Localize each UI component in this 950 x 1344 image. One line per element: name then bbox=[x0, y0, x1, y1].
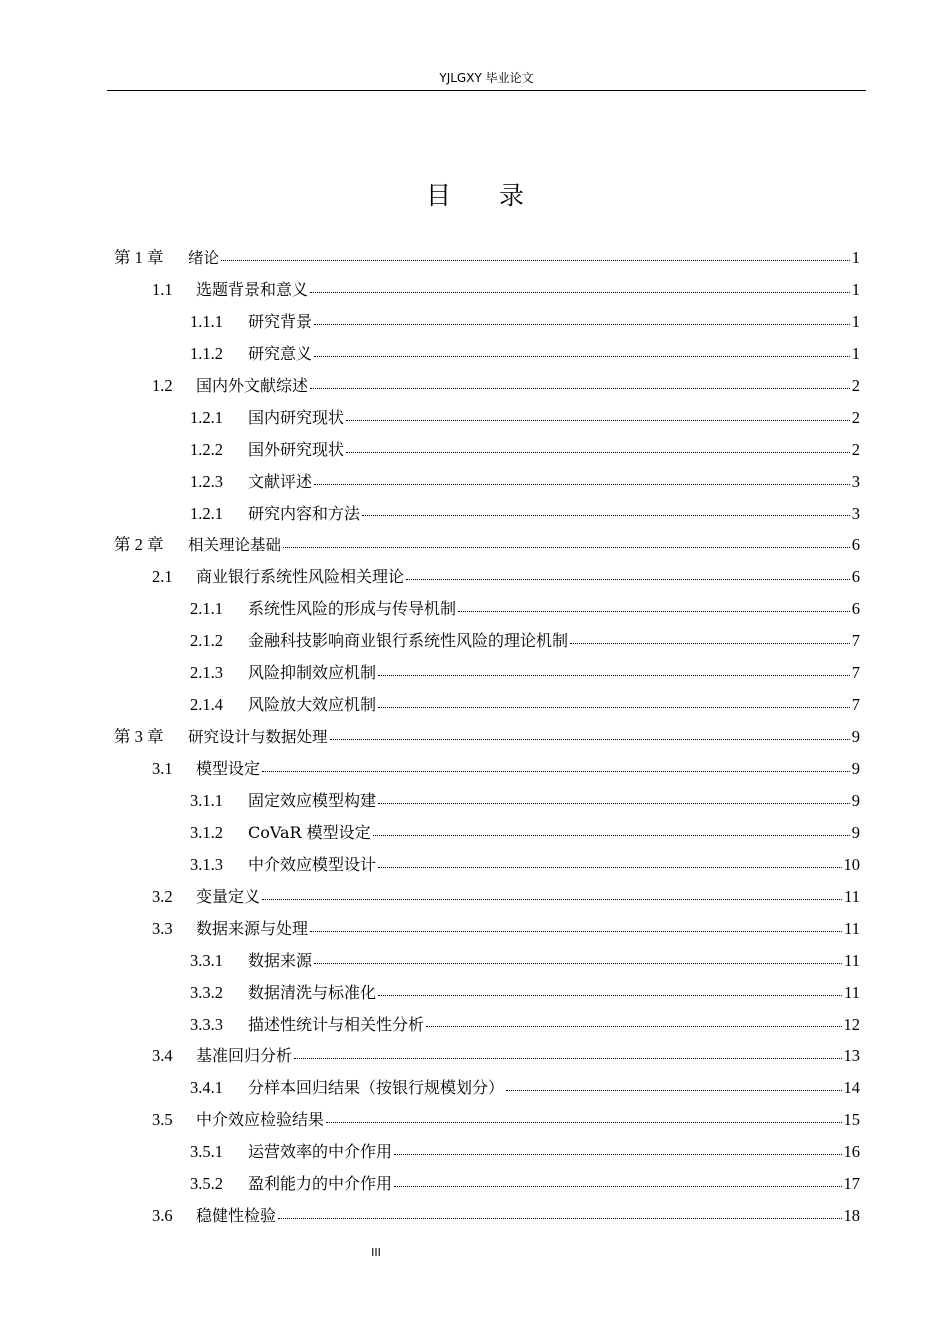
toc-entry-title: 风险抑制效应机制 bbox=[248, 663, 377, 683]
toc-entry-page: 9 bbox=[851, 759, 860, 778]
toc-entry-page: 11 bbox=[844, 950, 860, 970]
toc-leader-dots bbox=[378, 994, 842, 996]
toc-entry-page: 9 bbox=[851, 822, 860, 842]
toc-entry-number: 3.3.1 bbox=[190, 950, 223, 970]
toc-entry[interactable] bbox=[114, 593, 860, 625]
toc-entry-number: 3.2 bbox=[152, 886, 173, 906]
toc-entry[interactable] bbox=[114, 977, 860, 1009]
toc-entry-page: 15 bbox=[843, 1110, 860, 1130]
toc-entry[interactable] bbox=[114, 242, 860, 274]
toc-leader-dots bbox=[378, 802, 850, 804]
toc-entry-title: 中介效应检验结果 bbox=[196, 1110, 325, 1130]
toc-entry-page: 1 bbox=[851, 343, 860, 363]
toc-leader-dots bbox=[570, 642, 850, 644]
toc-entry-number: 3.5 bbox=[152, 1110, 173, 1130]
toc-entry-page: 16 bbox=[843, 1142, 860, 1162]
toc-entry-number: 3.3 bbox=[152, 918, 173, 938]
toc-entry-title: 国外研究现状 bbox=[248, 439, 345, 459]
page-number: III bbox=[371, 1246, 381, 1259]
toc-entry-number: 1.1.2 bbox=[190, 343, 223, 363]
toc-entry-page: 11 bbox=[844, 918, 860, 938]
toc-entry[interactable] bbox=[114, 689, 860, 721]
toc-leader-dots bbox=[310, 387, 850, 389]
toc-entry[interactable] bbox=[114, 1009, 860, 1041]
toc-leader-dots bbox=[221, 259, 850, 261]
toc-entry-page: 1 bbox=[851, 279, 860, 299]
toc-leader-dots bbox=[378, 706, 850, 708]
toc-entry-title: 稳健性检验 bbox=[196, 1206, 277, 1226]
toc-entry-page: 11 bbox=[844, 982, 860, 1002]
toc-leader-dots bbox=[314, 355, 850, 357]
toc-entry-title: 固定效应模型构建 bbox=[248, 790, 377, 810]
toc-entry-page: 3 bbox=[851, 503, 860, 523]
toc-leader-dots bbox=[310, 291, 850, 293]
toc-leader-dots bbox=[378, 866, 841, 868]
toc-entry-number: 1.2.1 bbox=[190, 407, 223, 427]
toc-entry-number: 第 3 章 bbox=[114, 727, 164, 747]
toc-entry-page: 10 bbox=[843, 854, 860, 874]
toc-leader-dots bbox=[314, 323, 850, 325]
toc-entry-page: 1 bbox=[851, 311, 860, 331]
toc-entry[interactable] bbox=[114, 753, 860, 785]
toc-entry-title: CoVaR 模型设定 bbox=[248, 822, 371, 842]
toc-entry-number: 3.1.3 bbox=[190, 854, 223, 874]
toc-entry-page: 6 bbox=[851, 567, 860, 587]
toc-leader-dots bbox=[262, 898, 842, 900]
toc-entry-title: 数据来源 bbox=[248, 950, 313, 970]
toc-leader-dots bbox=[346, 451, 850, 453]
toc-entry-number: 3.4 bbox=[152, 1046, 173, 1066]
toc-entry[interactable] bbox=[114, 785, 860, 817]
toc-entry-page: 7 bbox=[851, 663, 860, 683]
toc-entry-number: 3.1.2 bbox=[190, 822, 223, 842]
toc-entry[interactable] bbox=[114, 1200, 860, 1232]
toc-entry-title: 研究意义 bbox=[248, 343, 313, 363]
toc-entry-page: 2 bbox=[851, 407, 860, 427]
toc-entry-number: 3.3.2 bbox=[190, 982, 223, 1002]
toc-entry-title: 文献评述 bbox=[248, 471, 313, 491]
toc-leader-dots bbox=[310, 930, 842, 932]
toc-entry-number: 1.2 bbox=[152, 375, 173, 395]
toc-entry-title: 研究设计与数据处理 bbox=[188, 728, 328, 747]
toc-entry-number: 1.1 bbox=[152, 279, 173, 299]
toc-entry-page: 17 bbox=[843, 1174, 860, 1194]
toc-entry[interactable] bbox=[114, 913, 860, 945]
toc-leader-dots bbox=[406, 578, 850, 580]
toc-leader-dots bbox=[326, 1121, 841, 1123]
toc-entry[interactable] bbox=[114, 945, 860, 977]
toc-entry-number: 1.2.3 bbox=[190, 471, 223, 491]
toc-entry[interactable] bbox=[114, 274, 860, 306]
page-header: YJLGXY 毕业论文 bbox=[107, 68, 866, 91]
toc-entry-title: 国内研究现状 bbox=[248, 407, 345, 427]
toc-title-char-2: 录 bbox=[499, 181, 525, 210]
toc-leader-dots bbox=[458, 610, 850, 612]
toc-entry-title: 中介效应模型设计 bbox=[248, 854, 377, 874]
toc-entry-page: 7 bbox=[851, 631, 860, 651]
toc-entry-number: 第 2 章 bbox=[114, 535, 164, 555]
toc-entry-number: 1.2.2 bbox=[190, 439, 223, 459]
toc-entry[interactable] bbox=[114, 657, 860, 689]
toc-entry[interactable] bbox=[114, 370, 860, 402]
toc-entry-title: 绪论 bbox=[188, 249, 220, 267]
toc-entry-number: 2.1 bbox=[152, 567, 173, 587]
toc-entry-number: 3.5.1 bbox=[190, 1142, 223, 1162]
toc-leader-dots bbox=[394, 1185, 841, 1187]
toc-entry-title: 商业银行系统性风险相关理论 bbox=[196, 567, 405, 587]
toc-entry[interactable] bbox=[114, 306, 860, 338]
toc-entry[interactable] bbox=[114, 625, 860, 657]
toc-entry-title: 描述性统计与相关性分析 bbox=[248, 1014, 425, 1034]
toc-leader-dots bbox=[426, 1025, 841, 1027]
toc-entry[interactable] bbox=[114, 1104, 860, 1136]
toc-entry[interactable] bbox=[114, 1136, 860, 1168]
toc-entry-title: 运营效率的中介作用 bbox=[248, 1142, 393, 1162]
toc-entry-number: 3.5.2 bbox=[190, 1174, 223, 1194]
toc-entry-page: 2 bbox=[851, 439, 860, 459]
toc-entry-title: 研究内容和方法 bbox=[248, 503, 361, 523]
toc-entry[interactable] bbox=[114, 529, 860, 561]
toc-entry-number: 1.1.1 bbox=[190, 311, 223, 331]
toc-entry-number: 2.1.1 bbox=[190, 599, 223, 619]
toc-entry-page: 14 bbox=[843, 1078, 860, 1098]
toc-entry-page: 12 bbox=[843, 1014, 860, 1034]
toc-leader-dots bbox=[294, 1057, 841, 1059]
toc-entry-number: 2.1.4 bbox=[190, 695, 223, 715]
toc-entry-title: 模型设定 bbox=[196, 759, 261, 778]
toc-entry[interactable] bbox=[114, 1072, 860, 1104]
toc-entry[interactable] bbox=[114, 881, 860, 913]
toc-entry-title: 相关理论基础 bbox=[188, 536, 282, 555]
toc-leader-dots bbox=[314, 483, 850, 485]
toc-leader-dots bbox=[283, 546, 850, 548]
toc-entry-title: 国内外文献综述 bbox=[196, 375, 309, 395]
toc-entry[interactable] bbox=[114, 498, 860, 530]
table-of-contents bbox=[114, 242, 860, 1232]
toc-entry-number: 3.4.1 bbox=[190, 1078, 223, 1098]
toc-leader-dots bbox=[330, 738, 850, 740]
toc-entry[interactable] bbox=[114, 561, 860, 593]
toc-entry[interactable] bbox=[114, 466, 860, 498]
toc-entry-title: 选题背景和意义 bbox=[196, 279, 309, 299]
toc-leader-dots bbox=[314, 962, 842, 964]
toc-title-char-1: 目 bbox=[425, 181, 451, 210]
toc-entry-page: 9 bbox=[851, 790, 860, 810]
toc-entry[interactable] bbox=[114, 1040, 860, 1072]
toc-entry-title: 基准回归分析 bbox=[196, 1046, 293, 1066]
toc-entry-page: 7 bbox=[851, 695, 860, 715]
toc-leader-dots bbox=[506, 1089, 841, 1091]
toc-leader-dots bbox=[378, 674, 850, 676]
toc-entry-page: 13 bbox=[843, 1046, 860, 1066]
toc-entry-title: 盈利能力的中介作用 bbox=[248, 1174, 393, 1194]
toc-entry[interactable] bbox=[114, 721, 860, 753]
toc-title bbox=[0, 176, 950, 212]
toc-entry-title: 研究背景 bbox=[248, 311, 313, 331]
toc-entry-page: 6 bbox=[851, 599, 860, 619]
toc-entry-page: 11 bbox=[844, 886, 860, 906]
toc-entry-number: 3.3.3 bbox=[190, 1014, 223, 1034]
toc-entry-title: 数据来源与处理 bbox=[196, 918, 309, 938]
toc-entry-title: 系统性风险的形成与传导机制 bbox=[248, 599, 457, 619]
toc-entry[interactable] bbox=[114, 1168, 860, 1200]
toc-entry-number: 1.2.1 bbox=[190, 503, 223, 523]
toc-entry-number: 3.1 bbox=[152, 759, 173, 778]
toc-entry-page: 9 bbox=[851, 727, 860, 747]
toc-entry[interactable] bbox=[114, 434, 860, 466]
toc-entry-title: 分样本回归结果（按银行规模划分） bbox=[248, 1078, 505, 1098]
toc-entry-page: 2 bbox=[851, 375, 860, 395]
toc-entry[interactable] bbox=[114, 402, 860, 434]
toc-entry-page: 18 bbox=[843, 1206, 860, 1226]
toc-entry-title: 风险放大效应机制 bbox=[248, 695, 377, 715]
toc-entry-page: 6 bbox=[851, 535, 860, 555]
toc-leader-dots bbox=[373, 834, 850, 836]
toc-entry[interactable] bbox=[114, 849, 860, 881]
toc-entry[interactable] bbox=[114, 817, 860, 849]
toc-leader-dots bbox=[262, 770, 850, 772]
toc-entry-page: 3 bbox=[851, 471, 860, 491]
toc-entry-number: 3.1.1 bbox=[190, 790, 223, 810]
toc-entry[interactable] bbox=[114, 338, 860, 370]
toc-entry-number: 2.1.2 bbox=[190, 631, 223, 651]
toc-entry-number: 2.1.3 bbox=[190, 663, 223, 683]
toc-entry-title: 变量定义 bbox=[196, 886, 261, 906]
toc-entry-title: 数据清洗与标准化 bbox=[248, 982, 377, 1002]
toc-leader-dots bbox=[362, 514, 850, 516]
toc-entry-page: 1 bbox=[851, 248, 860, 267]
toc-leader-dots bbox=[394, 1153, 841, 1155]
toc-entry-number: 第 1 章 bbox=[114, 248, 164, 267]
toc-entry-number: 3.6 bbox=[152, 1206, 173, 1226]
toc-leader-dots bbox=[278, 1217, 841, 1219]
toc-leader-dots bbox=[346, 419, 850, 421]
toc-entry-title: 金融科技影响商业银行系统性风险的理论机制 bbox=[248, 631, 569, 651]
